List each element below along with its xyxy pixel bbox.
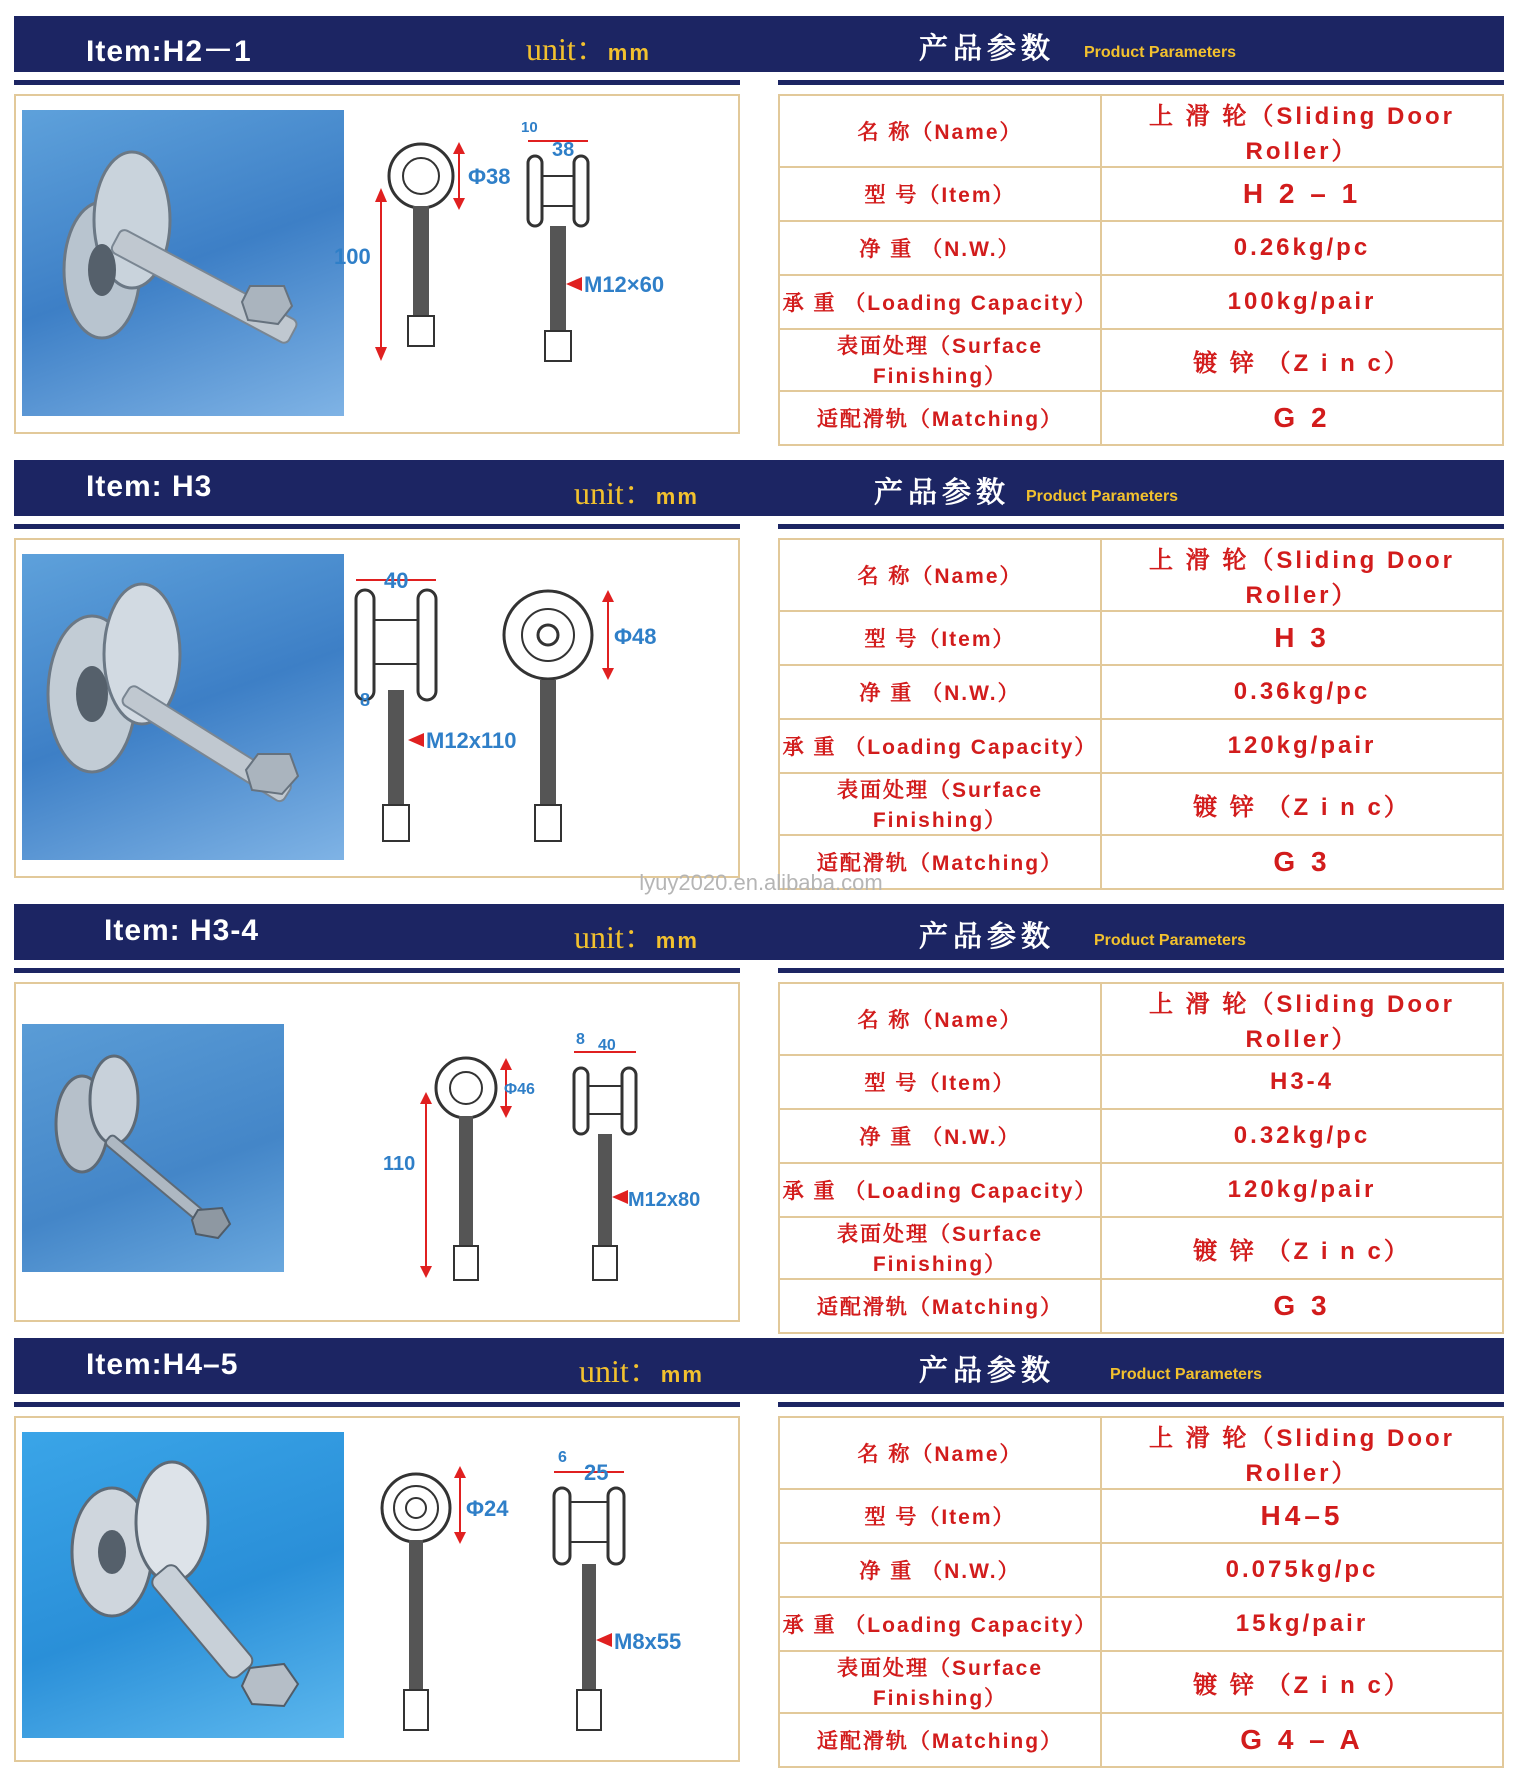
unit-label: unit：mm <box>526 31 651 67</box>
table-row: 净 重 （N.W.） 0.32kg/pc <box>779 1109 1503 1163</box>
product-parameters-table <box>778 982 1504 1334</box>
table-row: 型 号（Item） H3-4 <box>779 1055 1503 1109</box>
params-title-en: Product Parameters <box>1084 44 1237 61</box>
product-photo <box>22 1432 344 1738</box>
product-parameters-table <box>778 94 1504 446</box>
unit-value: mm <box>655 928 699 953</box>
params-title-en: Product Parameters <box>1110 1366 1263 1383</box>
section-header <box>14 904 1504 960</box>
unit-label: unit：mm <box>579 1353 704 1389</box>
unit-value: mm <box>607 40 651 65</box>
dim-diameter: Φ48 <box>614 624 657 649</box>
unit-label: unit：mm <box>574 475 699 511</box>
dim-width: 38 <box>552 139 575 161</box>
dim-thread: M12×60 <box>584 272 665 297</box>
table-row: 型 号（Item） H4–5 <box>779 1489 1503 1543</box>
divider <box>14 524 740 529</box>
table-row: 承 重 （Loading Capacity） 15kg/pair <box>779 1597 1503 1651</box>
table-row: 表面处理（Surface Finishing） 镀 锌 （Z i n c） <box>779 1651 1503 1713</box>
table-row: 名 称（Name） 上 滑 轮（Sliding Door Roller） <box>779 95 1503 167</box>
product-image-panel <box>14 538 740 878</box>
table-row: 型 号（Item） H 2 – 1 <box>779 167 1503 221</box>
dim-width: 40 <box>598 1037 616 1054</box>
dim-thread: M8x55 <box>614 1629 682 1654</box>
params-title-cn: 产品参数 <box>874 477 1011 509</box>
table-row: 名 称（Name） 上 滑 轮（Sliding Door Roller） <box>779 1417 1503 1489</box>
dim-thread: M12x80 <box>628 1189 701 1211</box>
dim-offset: 8 <box>360 690 371 710</box>
dim-diameter: Φ38 <box>468 164 511 189</box>
product-parameters-table <box>778 538 1504 890</box>
unit-label: unit：mm <box>574 919 699 955</box>
dim-length: 100 <box>334 244 371 269</box>
product-image-panel <box>14 1416 740 1762</box>
divider <box>778 968 1504 973</box>
dim-diameter: Φ46 <box>504 1081 535 1098</box>
dim-offset: 10 <box>521 119 538 136</box>
technical-drawing <box>334 96 736 432</box>
divider <box>778 80 1504 85</box>
divider <box>14 1402 740 1407</box>
table-row: 承 重 （Loading Capacity） 120kg/pair <box>779 1163 1503 1217</box>
item-title: Item:H2－1 <box>86 35 252 68</box>
product-photo <box>22 554 344 860</box>
product-image-panel <box>14 94 740 434</box>
dim-width: 40 <box>384 568 409 593</box>
table-row: 净 重 （N.W.） 0.075kg/pc <box>779 1543 1503 1597</box>
table-row: 净 重 （N.W.） 0.26kg/pc <box>779 221 1503 275</box>
dim-diameter: Φ24 <box>466 1496 509 1521</box>
table-row: 净 重 （N.W.） 0.36kg/pc <box>779 665 1503 719</box>
divider <box>14 80 740 85</box>
dim-thread: M12x110 <box>426 728 517 753</box>
watermark: lyuy2020.en.alibaba.com <box>639 870 883 895</box>
divider <box>778 524 1504 529</box>
section-header <box>14 16 1504 72</box>
params-title-cn: 产品参数 <box>919 921 1056 953</box>
product-image-panel <box>14 982 740 1322</box>
section-header <box>14 1338 1504 1394</box>
params-title-en: Product Parameters <box>1026 488 1179 505</box>
table-row: 承 重 （Loading Capacity） 100kg/pair <box>779 275 1503 329</box>
params-title-en: Product Parameters <box>1094 932 1247 949</box>
params-title-cn: 产品参数 <box>919 33 1056 65</box>
item-title: Item: H3 <box>86 470 213 503</box>
product-photo <box>22 110 344 416</box>
table-row: 名 称（Name） 上 滑 轮（Sliding Door Roller） <box>779 983 1503 1055</box>
item-title: Item:H4–5 <box>86 1348 239 1381</box>
table-row: 适配滑轨（Matching） G 3 <box>779 1279 1503 1333</box>
section-header <box>14 460 1504 516</box>
table-row: 名 称（Name） 上 滑 轮（Sliding Door Roller） <box>779 539 1503 611</box>
table-row: 适配滑轨（Matching） G 2 <box>779 391 1503 445</box>
unit-value: mm <box>660 1362 704 1387</box>
table-row: 适配滑轨（Matching） G 4 – A <box>779 1713 1503 1767</box>
divider <box>778 1402 1504 1407</box>
product-photo <box>22 1024 284 1272</box>
table-row: 表面处理（Surface Finishing） 镀 锌 （Z i n c） <box>779 1217 1503 1279</box>
technical-drawing <box>356 984 736 1320</box>
item-title: Item: H3-4 <box>104 914 260 947</box>
table-row: 表面处理（Surface Finishing） 镀 锌 （Z i n c） <box>779 773 1503 835</box>
dim-offset: 8 <box>576 1031 585 1048</box>
dim-width: 25 <box>584 1460 609 1485</box>
dim-length: 110 <box>383 1153 416 1175</box>
unit-value: mm <box>655 484 699 509</box>
technical-drawing <box>356 1418 736 1754</box>
table-row: 型 号（Item） H 3 <box>779 611 1503 665</box>
params-title-cn: 产品参数 <box>919 1355 1056 1387</box>
table-row: 承 重 （Loading Capacity） 120kg/pair <box>779 719 1503 773</box>
table-row: 适配滑轨（Matching） G 3 <box>779 835 1503 889</box>
table-row: 表面处理（Surface Finishing） 镀 锌 （Z i n c） <box>779 329 1503 391</box>
product-parameters-table <box>778 1416 1504 1768</box>
technical-drawing <box>356 540 736 876</box>
dim-offset: 6 <box>558 1449 567 1466</box>
divider <box>14 968 740 973</box>
